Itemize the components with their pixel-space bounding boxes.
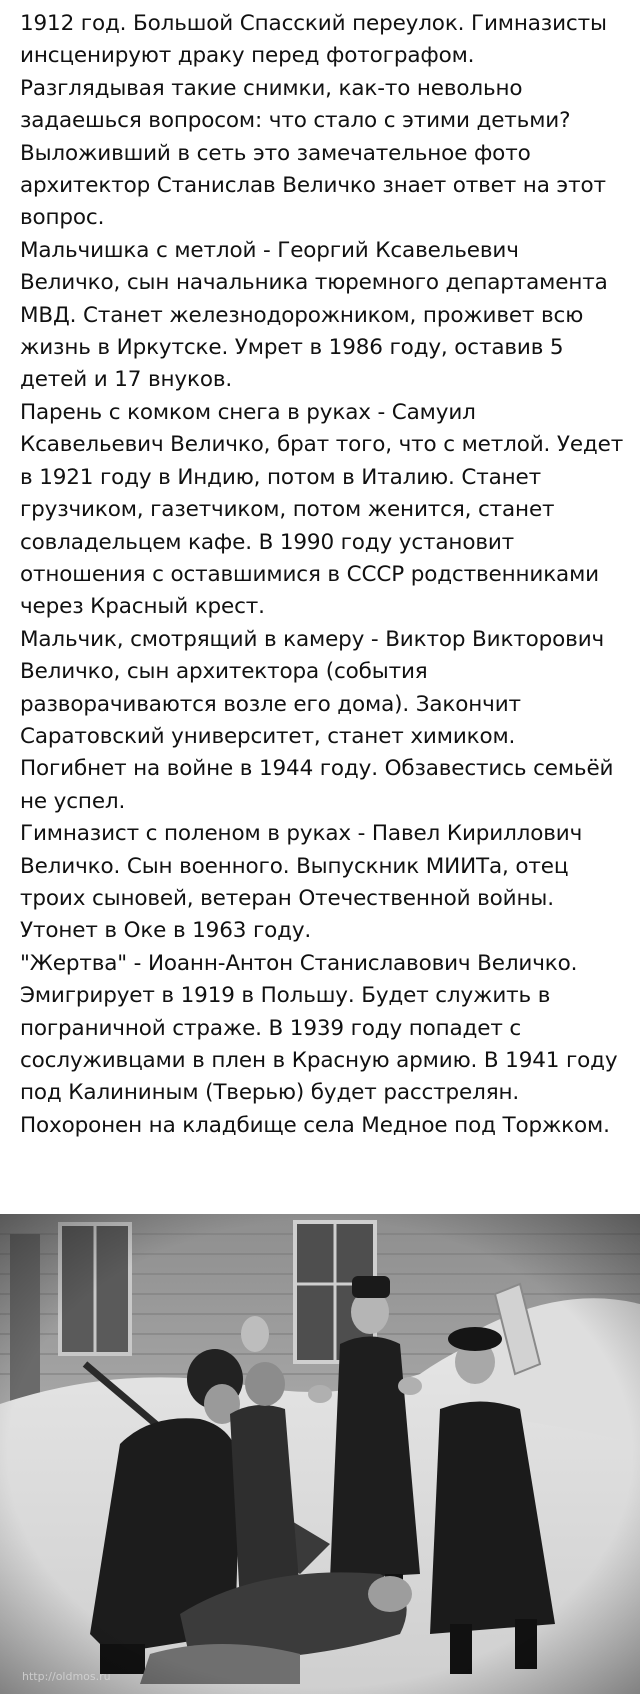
paragraph-snowball-boy: Парень с комком снега в руках - Самуил Ксавельевич Величко, брат того, что с метлой. Уедет в 1921 году в Индию, потом в Италию. Станет грузчиком, газетчиком, потом женится, станет совладельцем кафе. В 1990 году установит отношения с оставшимися в СССР родственниками через Красный крест.: [20, 399, 624, 620]
historical-photo: [0, 1214, 640, 1694]
story-text: [20, 8, 625, 1142]
paragraph-broom-boy: Мальчишка с метлой - Георгий Ксавельевич Величко, сын начальника тюремного департамента МВД. Станет железнодорожником, проживет всю жизнь в Иркутске. Умрет в 1986 году, оставив 5 детей и 17 внуков.: [20, 237, 608, 393]
paragraph-victim: "Жертва" - Иоанн-Антон Станиславович Величко. Эмигрирует в 1919 в Польшу. Будет служить в пограничной страже. В 1939 году попадет с сослуживцами в плен в Красную армию. В 1941 году под Калининым (Тверью) будет расстрелян. Похоронен на кладбище села Медное под Торжком.: [20, 950, 618, 1138]
paragraph-log-boy: Гимназист с поленом в руках - Павел Кириллович Величко. Сын военного. Выпускник МИИТа, отец троих сыновей, ветеран Отечественной войны. Утонет в Оке в 1963 году.: [20, 821, 583, 944]
paragraph-camera-boy: Мальчик, смотрящий в камеру - Виктор Викторович Величко, сын архитектора (события разворачиваются возле его дома). Закончит Саратовский университет, станет химиком. Погибнет на войне в 1944 году. Обзавестись семьёй не успел.: [20, 626, 614, 814]
paragraph-intro: 1912 год. Большой Спасский переулок. Гимназисты инсценируют драку перед фотографом. Разглядывая такие снимки, как-то невольно задаешься вопросом: что стало с этими детьми? Выложивший в сеть это замечательное фото архитектор Станислав Величко знает ответ на этот вопрос.: [20, 11, 607, 231]
watermark: http://oldmos.ru: [22, 1670, 111, 1683]
